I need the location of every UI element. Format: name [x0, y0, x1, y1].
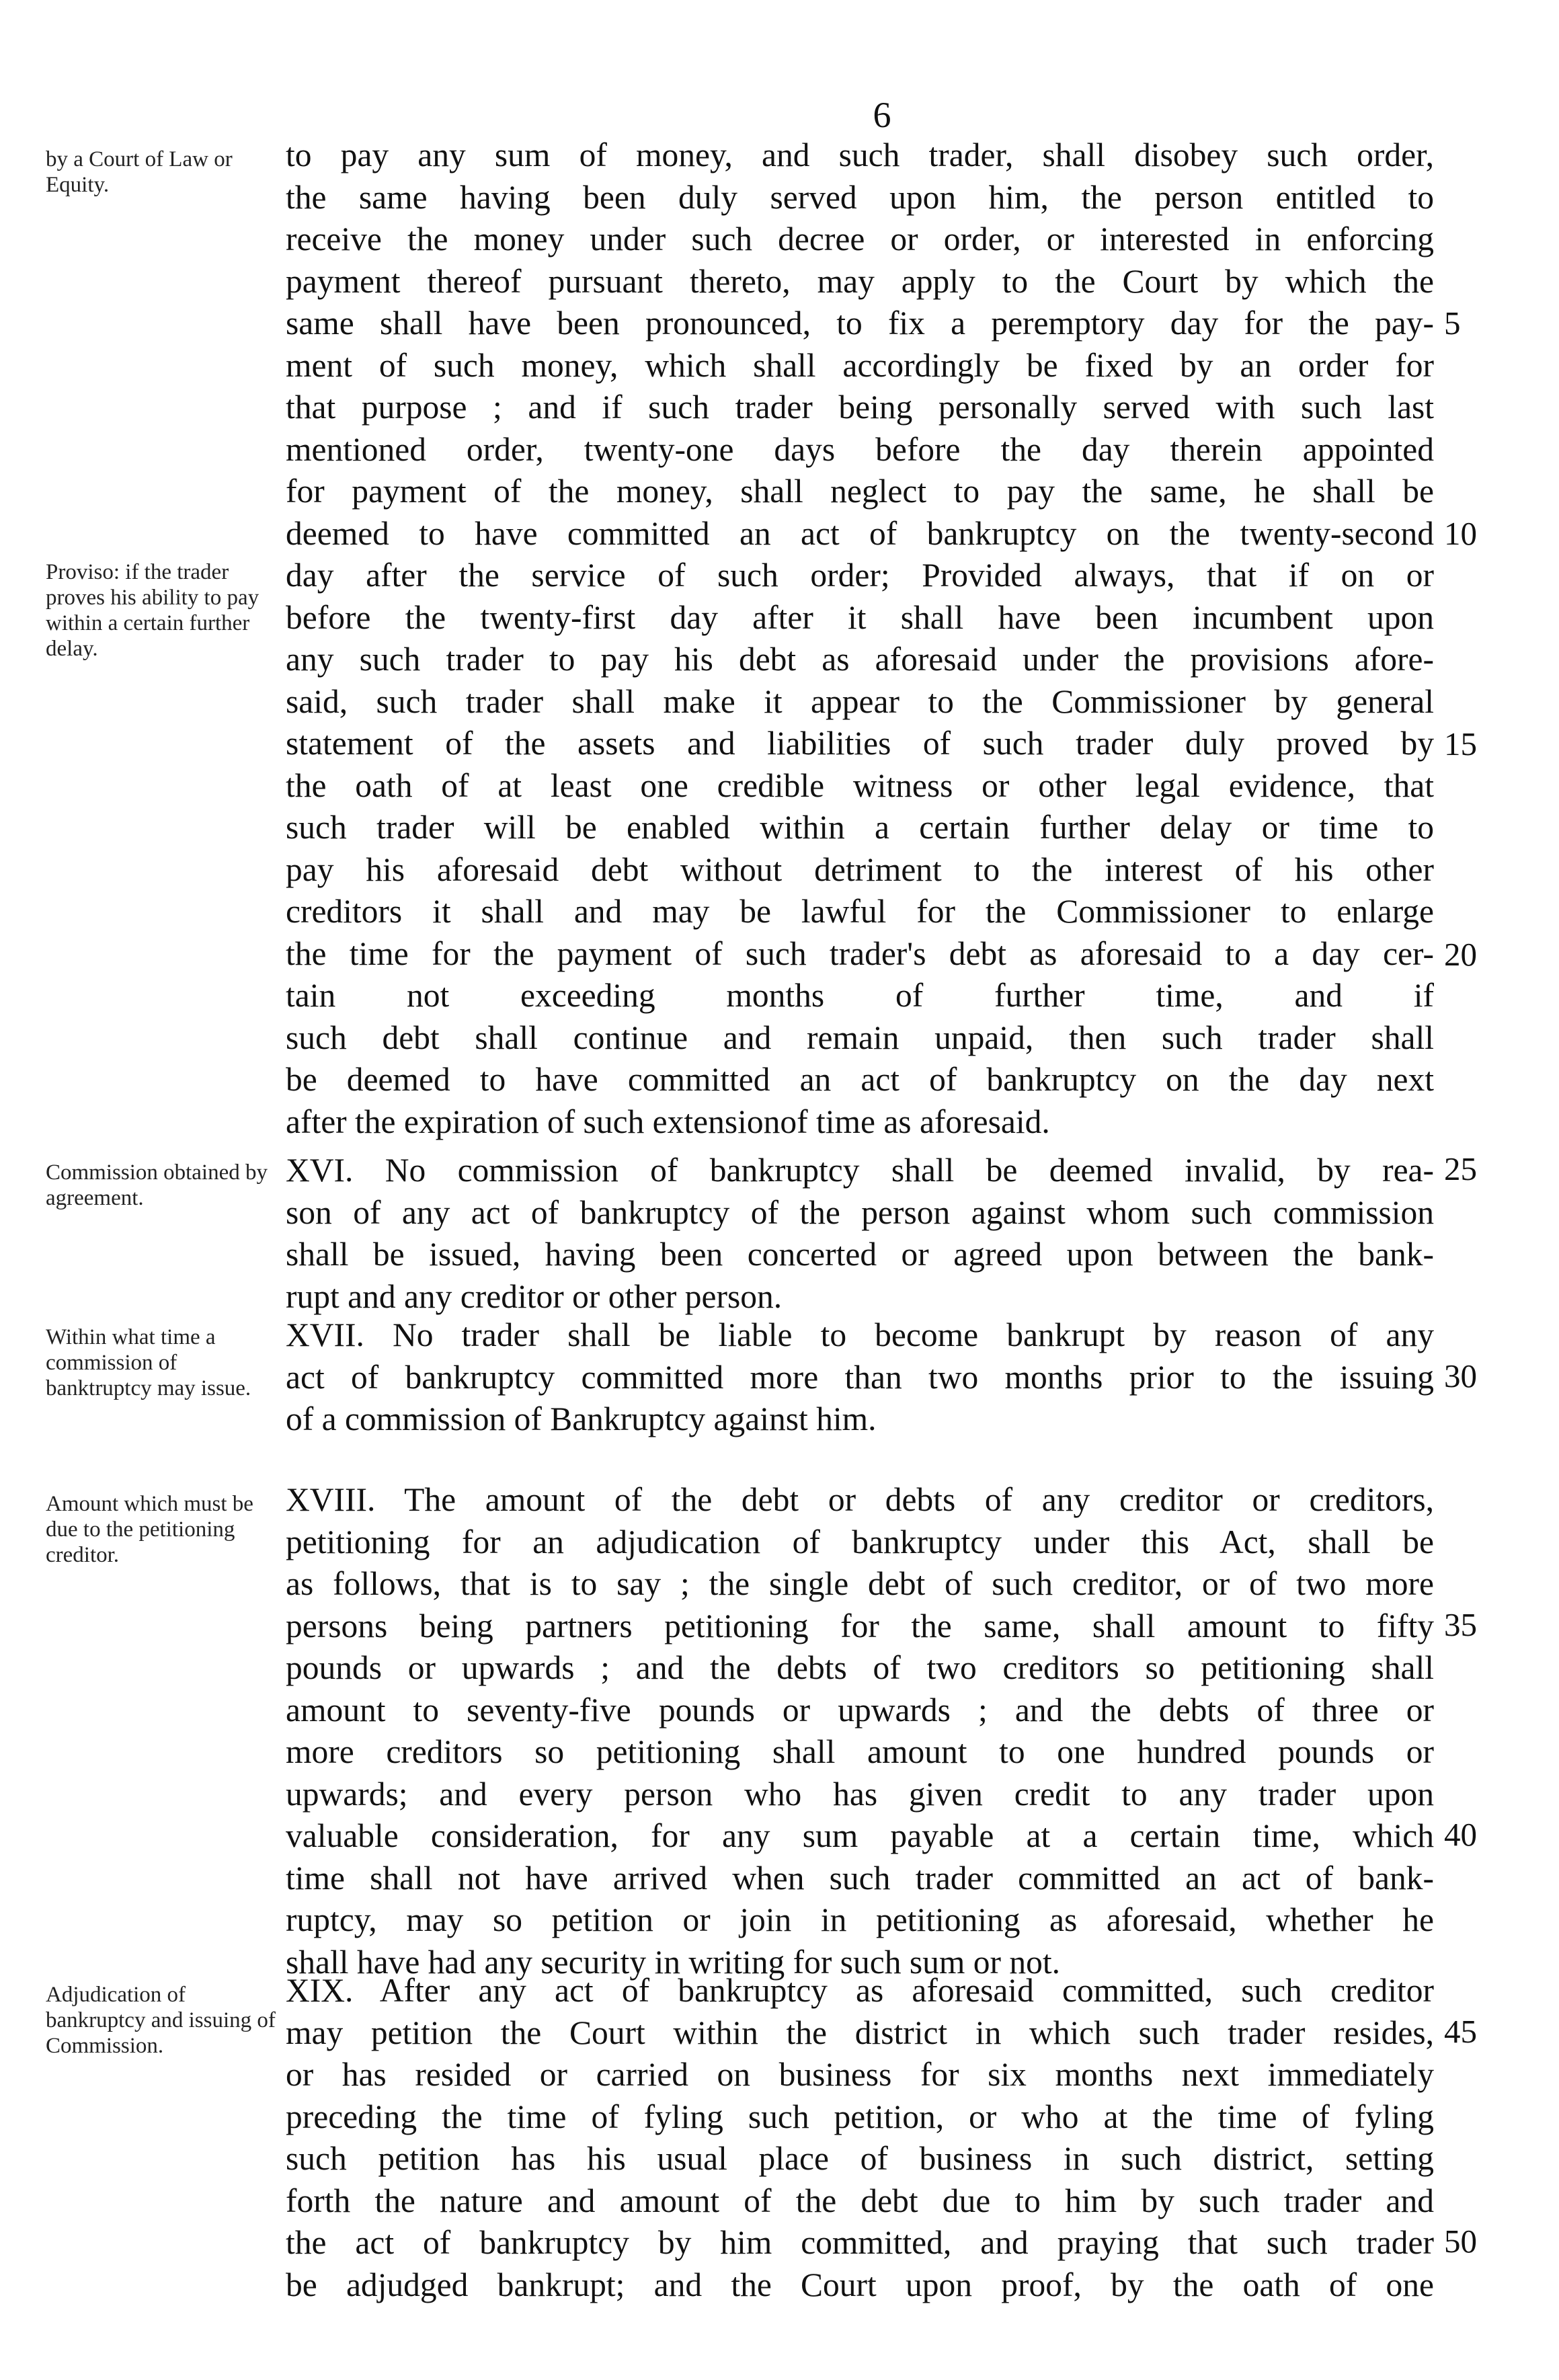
text-line: be deemed to have committed an act of bankruptcy on the day next: [286, 1061, 1434, 1098]
text-line: ruptcy, may so petition or join in petitioning as aforesaid, whether he: [286, 1901, 1434, 1938]
text-line: preceding the time of fyling such petition, or who at the time of fyling: [286, 2098, 1434, 2135]
text-line: be adjudged bankrupt; and the Court upon proof, by the oath of one: [286, 2266, 1434, 2303]
line-number: 30: [1444, 1357, 1477, 1394]
text-line: the oath of at least one credible witness or other legal evidence, that: [286, 766, 1434, 804]
margin-note-proviso: Proviso: if the trader proves his ability to pay within a certain further delay.: [46, 560, 259, 661]
text-line: ment of such money, which shall accordingly be fixed by an order for: [286, 346, 1434, 384]
text-line: XIX. After any act of bankruptcy as aforesaid committed, such creditor: [286, 1972, 1434, 2009]
text-line: day after the service of such order; Provided always, that if on or: [286, 557, 1434, 594]
text-line: may petition the Court within the district in which such trader resides,: [286, 2014, 1434, 2051]
text-line: persons being partners petitioning for the same, shall amount to fifty: [286, 1607, 1434, 1644]
text-line: to pay any sum of money, and such trader, shall disobey such order,: [286, 136, 1434, 173]
text-line: valuable consideration, for any sum payable at a certain time, which: [286, 1817, 1434, 1854]
text-line: the time for the payment of such trader's debt as aforesaid to a day cer-: [286, 935, 1434, 972]
line-number: 45: [1444, 2013, 1477, 2050]
text-line: that purpose ; and if such trader being personally served with such last: [286, 389, 1434, 426]
text-line: shall be issued, having been concerted or agreed upon between the bank-: [286, 1236, 1434, 1273]
margin-note-adjudication: Adjudication of bankruptcy and issuing of Commission.: [46, 1983, 276, 2058]
text-line: forth the nature and amount of the debt due to him by such trader and: [286, 2182, 1434, 2219]
text-line: XVII. No trader shall be liable to become bankrupt by reason of any: [286, 1316, 1434, 1353]
line-number: 10: [1444, 515, 1477, 552]
text-line: pay his aforesaid debt without detriment to the interest of his other: [286, 850, 1434, 888]
line-number: 5: [1444, 305, 1461, 342]
text-line: son of any act of bankruptcy of the person against whom such commission: [286, 1193, 1434, 1231]
text-line: the act of bankruptcy by him committed, and praying that such trader: [286, 2224, 1434, 2261]
text-line: tain not exceeding months of further time, and if: [286, 977, 1434, 1014]
text-line: deemed to have committed an act of bankruptcy on the twenty-second: [286, 514, 1434, 552]
text-line: XVI. No commission of bankruptcy shall be deemed invalid, by rea-: [286, 1152, 1434, 1189]
text-line: amount to seventy-five pounds or upwards ; and the debts of three or: [286, 1691, 1434, 1729]
text-line: mentioned order, twenty-one days before the day therein appointed: [286, 430, 1434, 468]
text-line: for payment of the money, shall neglect to pay the same, he shall be: [286, 473, 1434, 510]
text-line: upwards; and every person who has given credit to any trader upon: [286, 1775, 1434, 1813]
margin-note-time-limit: Within what time a commission of banktruptcy may issue.: [46, 1325, 251, 1400]
text-line: shall have had any security in writing for such sum or not.: [286, 1943, 1061, 1981]
section-xvii-text: [286, 1314, 1434, 1441]
text-line: before the twenty-first day after it shall have been incumbent upon: [286, 598, 1434, 636]
line-number: 50: [1444, 2223, 1477, 2260]
line-number: 20: [1444, 936, 1477, 973]
section-xvi-text: [286, 1150, 1434, 1318]
text-line: such debt shall continue and remain unpaid, then such trader shall: [286, 1019, 1434, 1056]
text-line: rupt and any creditor or other person.: [286, 1277, 783, 1315]
text-line: the same having been duly served upon him, the person entitled to: [286, 178, 1434, 216]
page-number: 6: [873, 95, 891, 135]
text-line: statement of the assets and liabilities of such trader duly proved by: [286, 725, 1434, 762]
text-line: said, such trader shall make it appear to the Commissioner by general: [286, 682, 1434, 720]
line-number-column: [1444, 0, 1505, 2380]
text-line: act of bankruptcy committed more than two months prior to the issuing: [286, 1358, 1434, 1396]
text-line: XVIII. The amount of the debt or debts of any creditor or creditors,: [286, 1481, 1434, 1518]
margin-note-court: by a Court of Law or Equity.: [46, 147, 233, 197]
text-line: any such trader to pay his debt as aforesaid under the provisions afore-: [286, 641, 1434, 678]
text-line: or has resided or carried on business for six months next immediately: [286, 2056, 1434, 2093]
text-line: same shall have been pronounced, to fix a peremptory day for the pay-: [286, 305, 1434, 342]
text-line: as follows, that is to say ; the single debt of such creditor, or of two more: [286, 1565, 1434, 1602]
margin-note-amount-due: Amount which must be due to the petitioning creditor.: [46, 1492, 253, 1567]
text-line: receive the money under such decree or order, or interested in enforcing: [286, 221, 1434, 257]
text-line: payment thereof pursuant thereto, may apply to the Court by which the: [286, 262, 1434, 300]
section-xv-text: [286, 134, 1434, 1143]
line-number: 40: [1444, 1816, 1477, 1853]
section-xviii-text: [286, 1479, 1434, 1983]
text-line: of a commission of Bankruptcy against him.: [286, 1400, 877, 1437]
text-line: such trader will be enabled within a certain further delay or time to: [286, 809, 1434, 846]
text-line: creditors it shall and may be lawful for the Commissioner to enlarge: [286, 893, 1434, 930]
line-number: 25: [1444, 1150, 1477, 1187]
line-number: 35: [1444, 1606, 1477, 1643]
text-line: more creditors so petitioning shall amount to one hundred pounds or: [286, 1733, 1434, 1770]
text-line: petitioning for an adjudication of bankruptcy under this Act, shall be: [286, 1523, 1434, 1560]
line-number: 15: [1444, 725, 1477, 762]
text-line: such petition has his usual place of business in such district, setting: [286, 2140, 1434, 2177]
section-xix-text: [286, 1970, 1434, 2306]
text-line: time shall not have arrived when such trader committed an act of bank-: [286, 1859, 1434, 1897]
text-line: pounds or upwards ; and the debts of two creditors so petitioning shall: [286, 1649, 1434, 1686]
margin-note-commission-agreement: Commission obtained by agreement.: [46, 1160, 268, 1210]
text-line: after the expiration of such extensionof time as aforesaid.: [286, 1103, 1050, 1140]
